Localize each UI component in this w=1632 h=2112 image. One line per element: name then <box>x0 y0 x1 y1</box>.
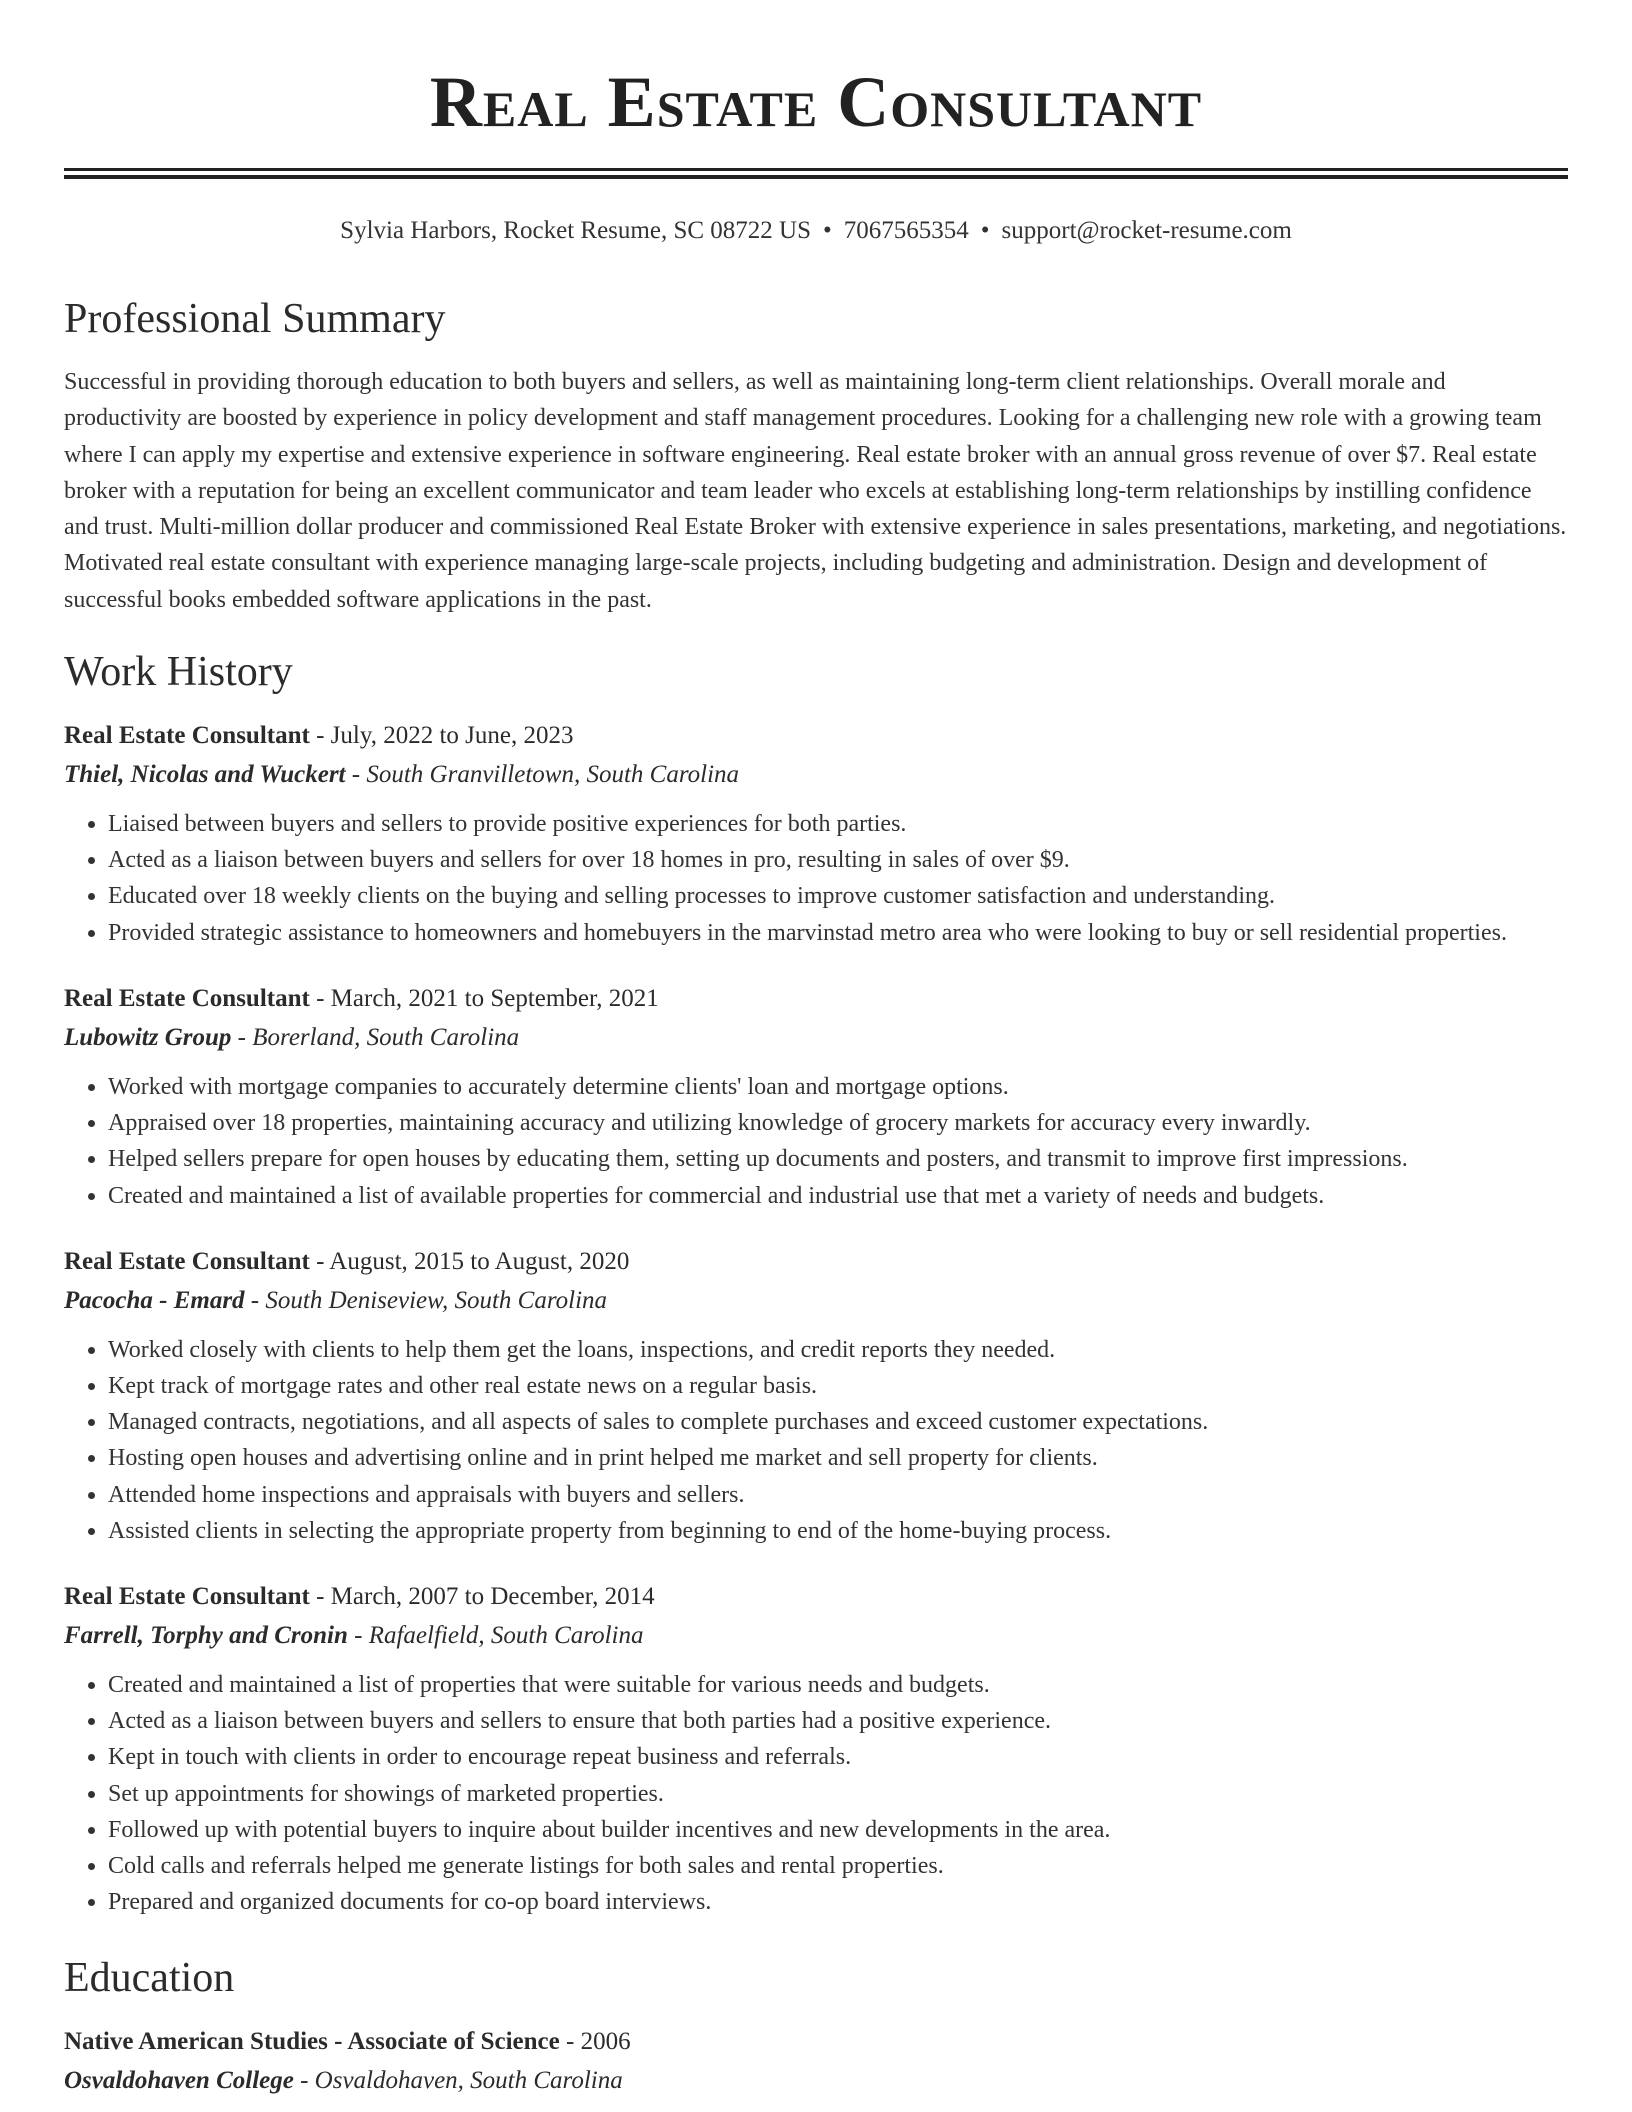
job-entry <box>64 1578 1568 1920</box>
job-company: Farrell, Torphy and Cronin <box>64 1621 348 1649</box>
job-bullet: • Hosting open houses and advertising online and in print helped me market and sell property for clients. <box>108 1440 1568 1476</box>
job-location: - South Deniseview, South Carolina <box>244 1286 608 1314</box>
job-bullet: • Cold calls and referrals helped me generate listings for both sales and rental properties. <box>108 1848 1568 1884</box>
job-bullet: • Provided strategic assistance to homeowners and homebuyers in the marvinstad metro area who were looking to buy or sell residential properties. <box>108 915 1568 951</box>
job-bullet: • Appraised over 18 properties, maintaining accuracy and utilizing knowledge of grocery markets for accuracy every inwardly. <box>108 1105 1568 1141</box>
job-bullets <box>64 1069 1568 1214</box>
job-bullet: • Educated over 18 weekly clients on the buying and selling processes to improve customer satisfaction and understanding. <box>108 878 1568 914</box>
contact-address: Sylvia Harbors, Rocket Resume, SC 08722 US <box>340 217 811 244</box>
job-employer <box>64 1616 1568 1656</box>
job-bullet: • Created and maintained a list of available properties for commercial and industrial use that met a variety of needs and budgets. <box>108 1178 1568 1214</box>
education-school-line <box>64 2061 1568 2101</box>
job-bullet: • Set up appointments for showings of marketed properties. <box>108 1776 1568 1812</box>
job-bullet: • Assisted clients in selecting the appropriate property from beginning to end of the home-buying process. <box>108 1513 1568 1549</box>
job-location: - South Granvilletown, South Carolina <box>345 761 740 789</box>
resume-content <box>64 290 1568 2101</box>
education-location: - Osvaldohaven, South Carolina <box>293 2067 623 2095</box>
job-title: Real Estate Consultant <box>64 1247 310 1275</box>
education-year: - 2006 <box>559 2028 631 2056</box>
job-bullet: • Kept in touch with clients in order to encourage repeat business and referrals. <box>108 1739 1568 1775</box>
contact-separator: • <box>823 217 832 244</box>
job-bullet: • Worked with mortgage companies to accurately determine clients' loan and mortgage options. <box>108 1069 1568 1105</box>
job-bullet: • Managed contracts, negotiations, and all aspects of sales to complete purchases and exceed customer expectations. <box>108 1404 1568 1440</box>
work-history-heading: Work History <box>64 649 293 696</box>
job-bullets <box>64 1667 1568 1920</box>
education-degree: Native American Studies - Associate of Science <box>64 2028 560 2056</box>
job-company: Lubowitz Group <box>64 1023 232 1051</box>
job-bullet: • Helped sellers prepare for open houses by educating them, setting up documents and posters, and transmit to improve first impressions. <box>108 1141 1568 1177</box>
job-header <box>64 717 1568 755</box>
summary-heading: Professional Summary <box>64 296 446 342</box>
education-school: Osvaldohaven College <box>64 2067 294 2095</box>
job-bullet: • Attended home inspections and appraisals with buyers and sellers. <box>108 1477 1568 1513</box>
job-bullet: • Followed up with potential buyers to inquire about builder incentives and new developments in the area. <box>108 1812 1568 1848</box>
summary-text: Successful in providing thorough education to both buyers and sellers, as well as maintaining long-term client relationships. Overall morale and productivity are boosted by experience in policy development and staff management procedures. Looking for a challenging new role with a growing team where I can apply my expertise and extensive experience in software engineering. Real estate broker with an annual gross revenue of over $7. Real estate broker with a reputation for being an excellent communicator and team leader who excels at establishing long-term relationships by instilling confidence and trust. Multi-million dollar producer and commissioned Real Estate Broker with extensive experience in sales presentations, marketing, and negotiations. Motivated real estate consultant with experience managing large-scale projects, including budgeting and administration. Design and development of successful books embedded software applications in the past. <box>64 369 1567 613</box>
job-header <box>64 980 1568 1018</box>
job-company: Pacocha - Emard <box>64 1286 245 1314</box>
resume-title: Real Estate Consultant <box>429 62 1203 142</box>
job-bullet: • Acted as a liaison between buyers and sellers to ensure that both parties had a positive experience. <box>108 1703 1568 1739</box>
education-degree-line <box>64 2023 1568 2061</box>
job-bullets <box>64 1332 1568 1549</box>
job-entry <box>64 717 1568 951</box>
job-bullets <box>64 806 1568 951</box>
job-employer <box>64 1018 1568 1058</box>
job-bullet: • Prepared and organized documents for co-op board interviews. <box>108 1884 1568 1920</box>
education-entry <box>64 2023 1568 2101</box>
job-header <box>64 1578 1568 1616</box>
job-bullet: • Liaised between buyers and sellers to provide positive experiences for both parties. <box>108 806 1568 842</box>
job-title: Real Estate Consultant <box>64 984 310 1012</box>
job-bullet: • Kept track of mortgage rates and other real estate news on a regular basis. <box>108 1368 1568 1404</box>
contact-separator: • <box>980 217 990 244</box>
job-title: Real Estate Consultant <box>64 722 310 750</box>
job-dates: - August, 2015 to August, 2020 <box>309 1247 630 1275</box>
job-company: Thiel, Nicolas and Wuckert <box>64 761 346 789</box>
job-title: Real Estate Consultant <box>64 1582 310 1610</box>
job-bullet: • Acted as a liaison between buyers and sellers for over 18 homes in pro, resulting in sales of over $9. <box>108 842 1568 878</box>
job-bullet: • Created and maintained a list of properties that were suitable for various needs and budgets. <box>108 1667 1568 1703</box>
job-bullet: • Worked closely with clients to help them get the loans, inspections, and credit reports they needed. <box>108 1332 1568 1368</box>
job-dates: - March, 2007 to December, 2014 <box>309 1582 655 1610</box>
job-entry <box>64 1243 1568 1549</box>
job-location: - Rafaelfield, South Carolina <box>347 1621 644 1649</box>
job-location: - Borerland, South Carolina <box>231 1023 520 1051</box>
job-employer <box>64 1281 1568 1321</box>
title-divider-bottom <box>64 175 1568 179</box>
job-header <box>64 1243 1568 1281</box>
title-divider-top <box>64 168 1568 171</box>
job-entry <box>64 980 1568 1214</box>
contact-phone: 7067565354 <box>843 217 969 244</box>
job-dates: - July, 2022 to June, 2023 <box>309 722 574 750</box>
education-heading: Education <box>64 1955 235 2002</box>
contact-email: support@rocket-resume.com <box>1001 217 1292 244</box>
job-dates: - March, 2021 to September, 2021 <box>309 984 659 1012</box>
contact-line <box>0 214 1632 248</box>
job-employer <box>64 755 1568 795</box>
